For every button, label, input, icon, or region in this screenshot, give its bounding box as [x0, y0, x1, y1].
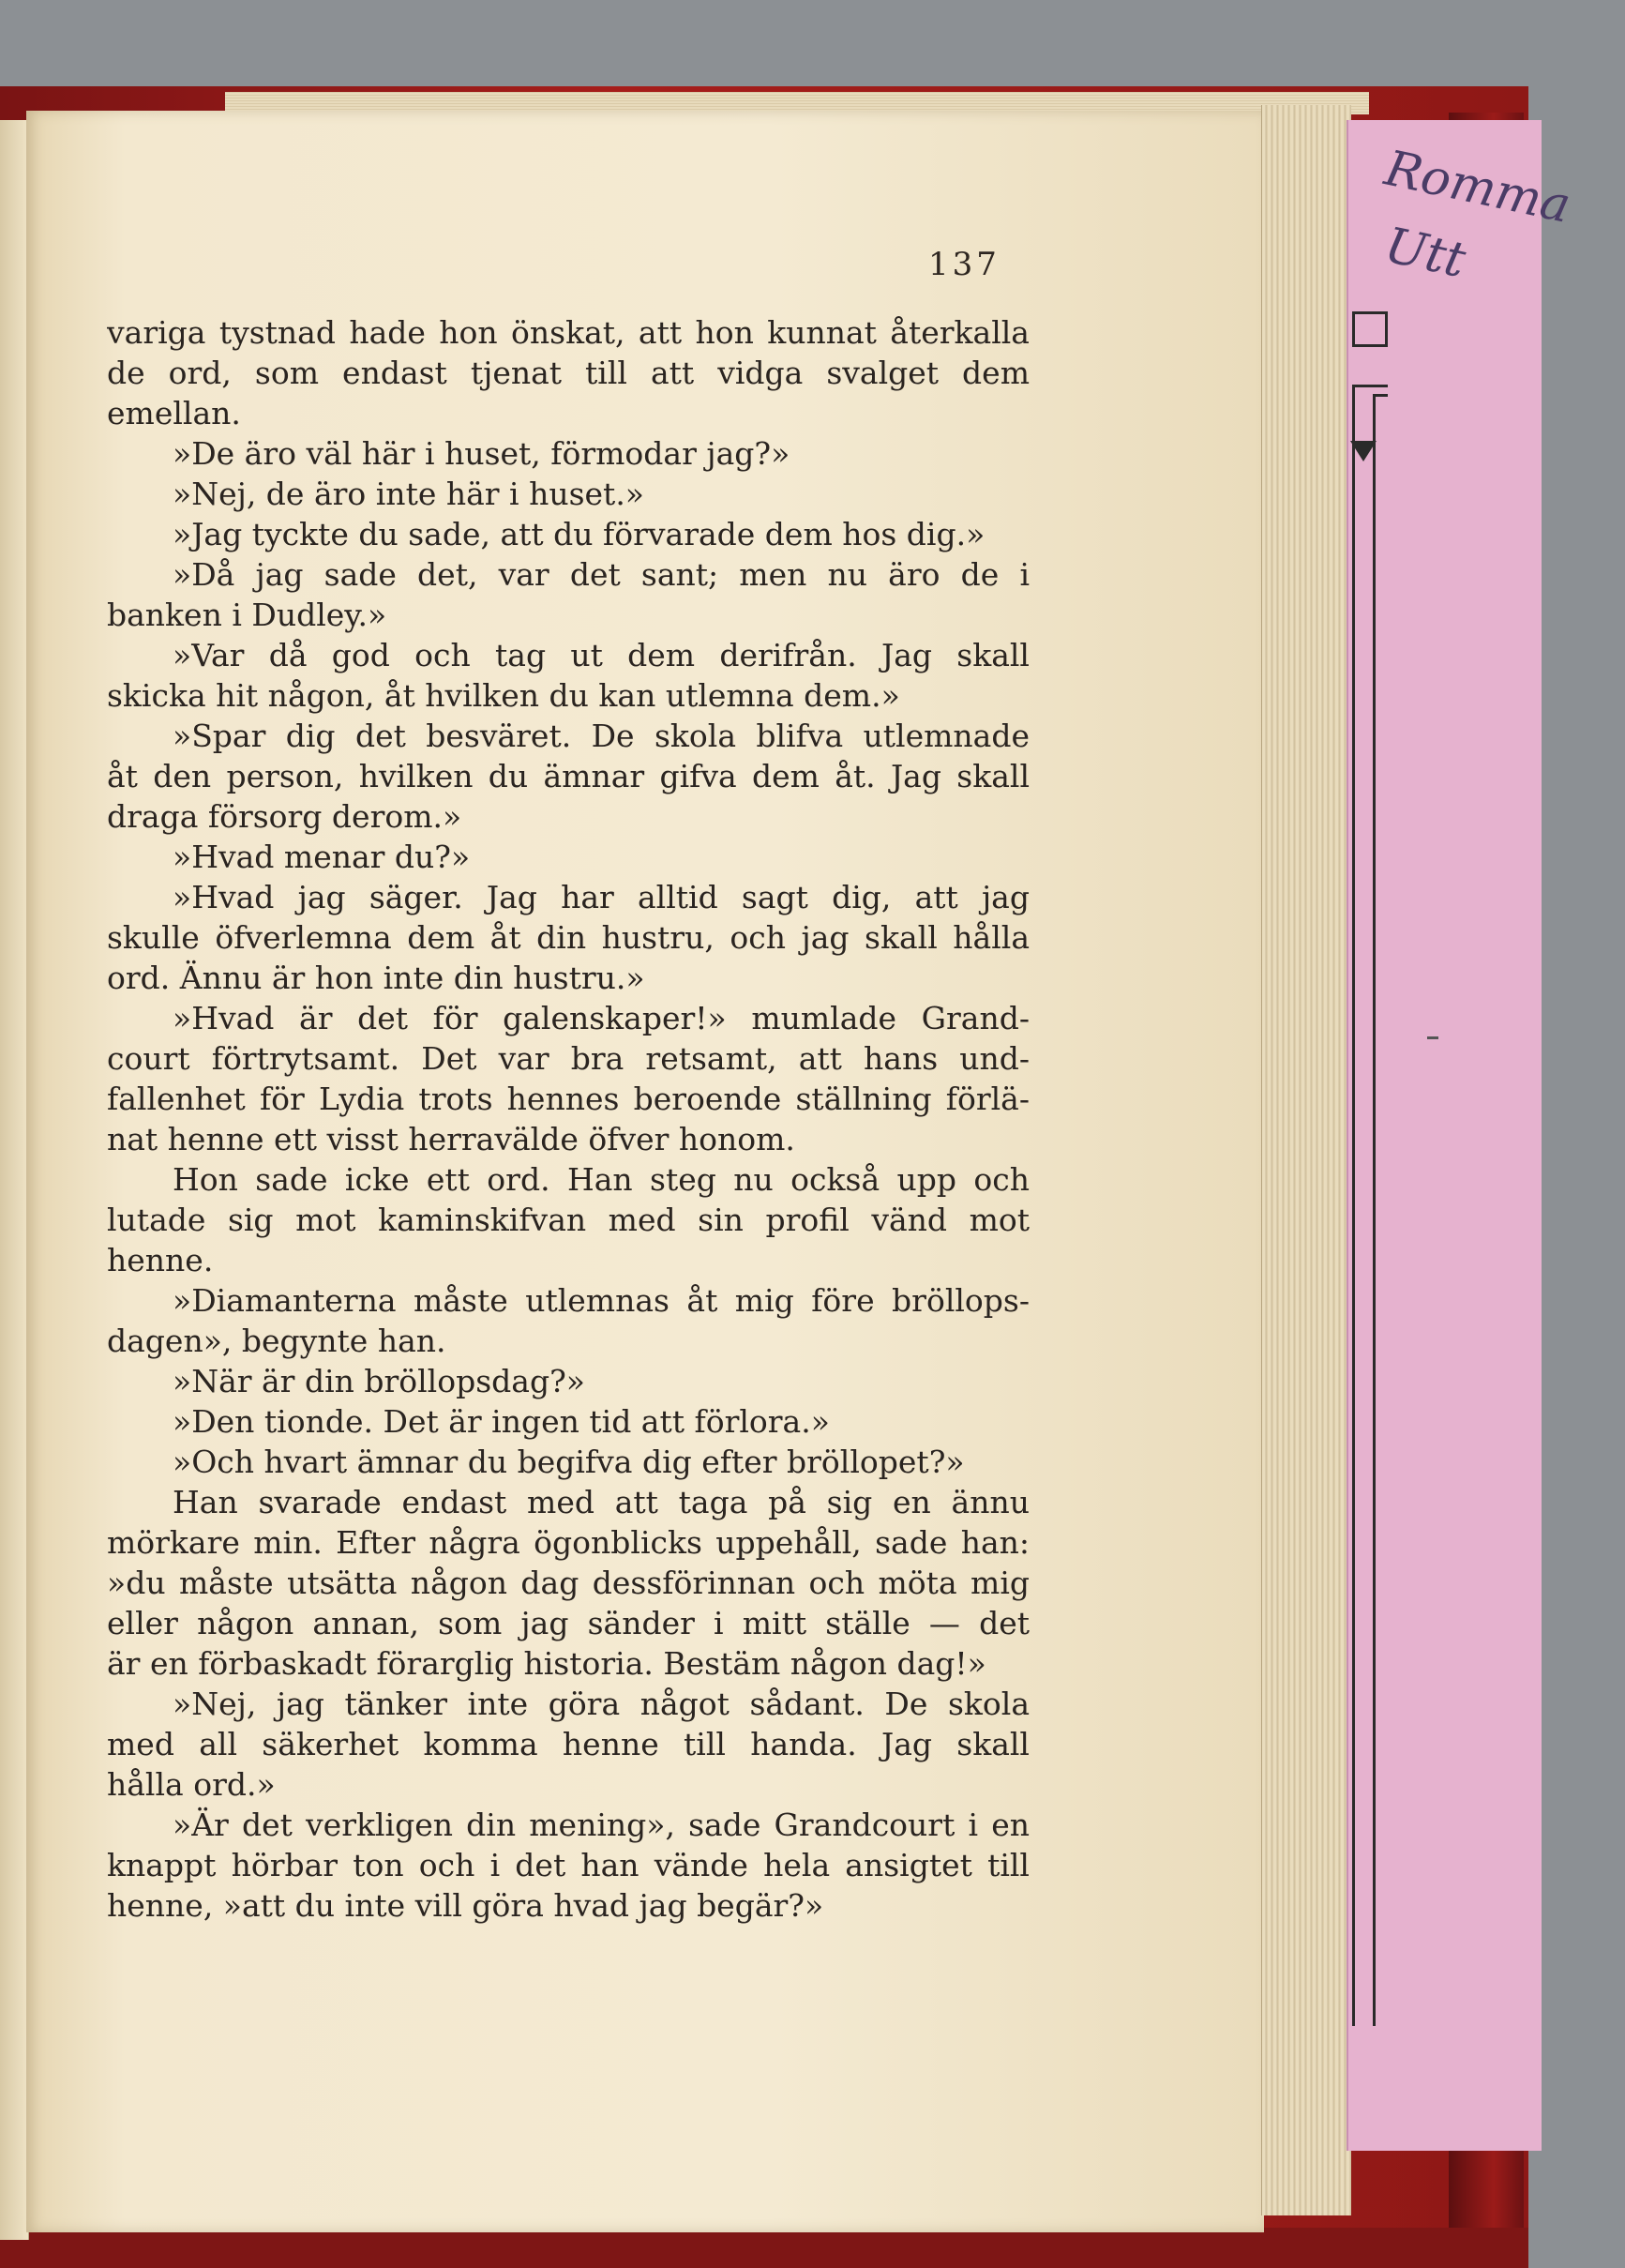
text-line: mörkare min. Efter några ögonblicks uppehåll, sade han: — [107, 1524, 1030, 1561]
text-line: »Den tionde. Det är ingen tid att förlora.» — [173, 1403, 830, 1440]
text-line: »Nej, jag tänker inte göra något sådant. De skola — [173, 1686, 1030, 1722]
text-line: »De äro väl här i huset, förmodar jag?» — [173, 435, 790, 472]
slip-checkbox-mark — [1352, 311, 1388, 347]
text-line: »Jag tyckte du sade, att du förvarade dem hos dig.» — [173, 516, 986, 552]
text-line: Hon sade icke ett ord. Han steg nu också upp och — [173, 1161, 1030, 1198]
text-line: banken i Dudley.» — [107, 597, 387, 633]
text-line: Han svarade endast med att taga på sig en ännu — [173, 1484, 1030, 1520]
slip-handwriting-line: Utt — [1379, 217, 1470, 290]
text-line: henne, »att du inte vill göra hvad jag begär?» — [107, 1887, 824, 1924]
down-arrow-icon — [1350, 441, 1377, 461]
text-line: »Och hvart ämnar du begifva dig efter bröllopet?» — [173, 1444, 965, 1480]
text-line: hålla ord.» — [107, 1766, 276, 1803]
text-line: »Spar dig det besväret. De skola blifva utlemnade — [173, 718, 1030, 754]
slip-bracket-inner-mark — [1373, 394, 1388, 2026]
book-cover-bottom — [0, 2228, 1528, 2268]
text-line: variga tystnad hade hon önskat, att hon kunnat återkalla — [107, 314, 1030, 351]
text-line: eller någon annan, som jag sänder i mitt ställe — det — [107, 1605, 1030, 1641]
slip-handwriting — [1379, 129, 1575, 317]
text-line: skulle öfverlemna dem åt din hustru, och jag skall hålla — [107, 919, 1030, 956]
text-line: »Nej, de äro inte här i huset.» — [173, 476, 644, 512]
text-line: court förtrytsamt. Det var bra retsamt, att hans und- — [107, 1040, 1030, 1077]
text-line: »Diamanterna måste utlemnas åt mig före bröllops- — [173, 1282, 1030, 1319]
page-body-text — [107, 312, 1030, 1926]
text-line: »Var då god och tag ut dem derifrån. Jag skall — [173, 637, 1030, 673]
text-line: »Är det verkligen din mening», sade Grandcourt i en — [173, 1807, 1030, 1843]
text-line: »Då jag sade det, var det sant; men nu äro de i — [173, 556, 1030, 593]
text-line: »Hvad är det för galenskaper!» mumlade Grand- — [173, 1000, 1030, 1036]
page-number: 137 — [928, 246, 1001, 283]
text-line: knappt hörbar ton och i det han vände hela ansigtet till — [107, 1847, 1030, 1883]
text-line: »När är din bröllopsdag?» — [173, 1363, 585, 1399]
text-line: draga försorg derom.» — [107, 798, 462, 835]
text-line: de ord, som endast tjenat till att vidga svalget dem — [107, 355, 1030, 391]
text-line: »Hvad menar du?» — [173, 839, 471, 875]
text-line: skicka hit någon, åt hvilken du kan utlemna dem.» — [107, 677, 900, 714]
text-line: emellan. — [107, 395, 241, 431]
text-line: »du måste utsätta någon dag dessförinnan och möta mig — [107, 1565, 1030, 1601]
text-line: fallenhet för Lydia trots hennes beroende ställning förlä- — [107, 1081, 1030, 1117]
page-stack-edges — [1261, 105, 1351, 2215]
text-line: lutade sig mot kaminskifvan med sin profil vänd mot — [107, 1202, 1030, 1238]
slip-handwriting-line: Romma — [1379, 140, 1575, 234]
text-line: »Hvad jag säger. Jag har alltid sagt dig, att jag — [173, 879, 1030, 915]
text-line: ord. Ännu är hon inte din hustru.» — [107, 960, 645, 996]
text-line: henne. — [107, 1242, 214, 1278]
text-line: dagen», begynte han. — [107, 1323, 446, 1359]
slip-dash-mark — [1427, 1036, 1438, 1039]
left-page-edge — [0, 120, 29, 2240]
text-line: åt den person, hvilken du ämnar gifva dem åt. Jag skall — [107, 758, 1030, 794]
text-line: nat henne ett visst herravälde öfver honom. — [107, 1121, 795, 1157]
text-line: är en förbaskadt förarglig historia. Bestäm någon dag!» — [107, 1645, 986, 1682]
text-line: med all säkerhet komma henne till handa. Jag skall — [107, 1726, 1030, 1762]
